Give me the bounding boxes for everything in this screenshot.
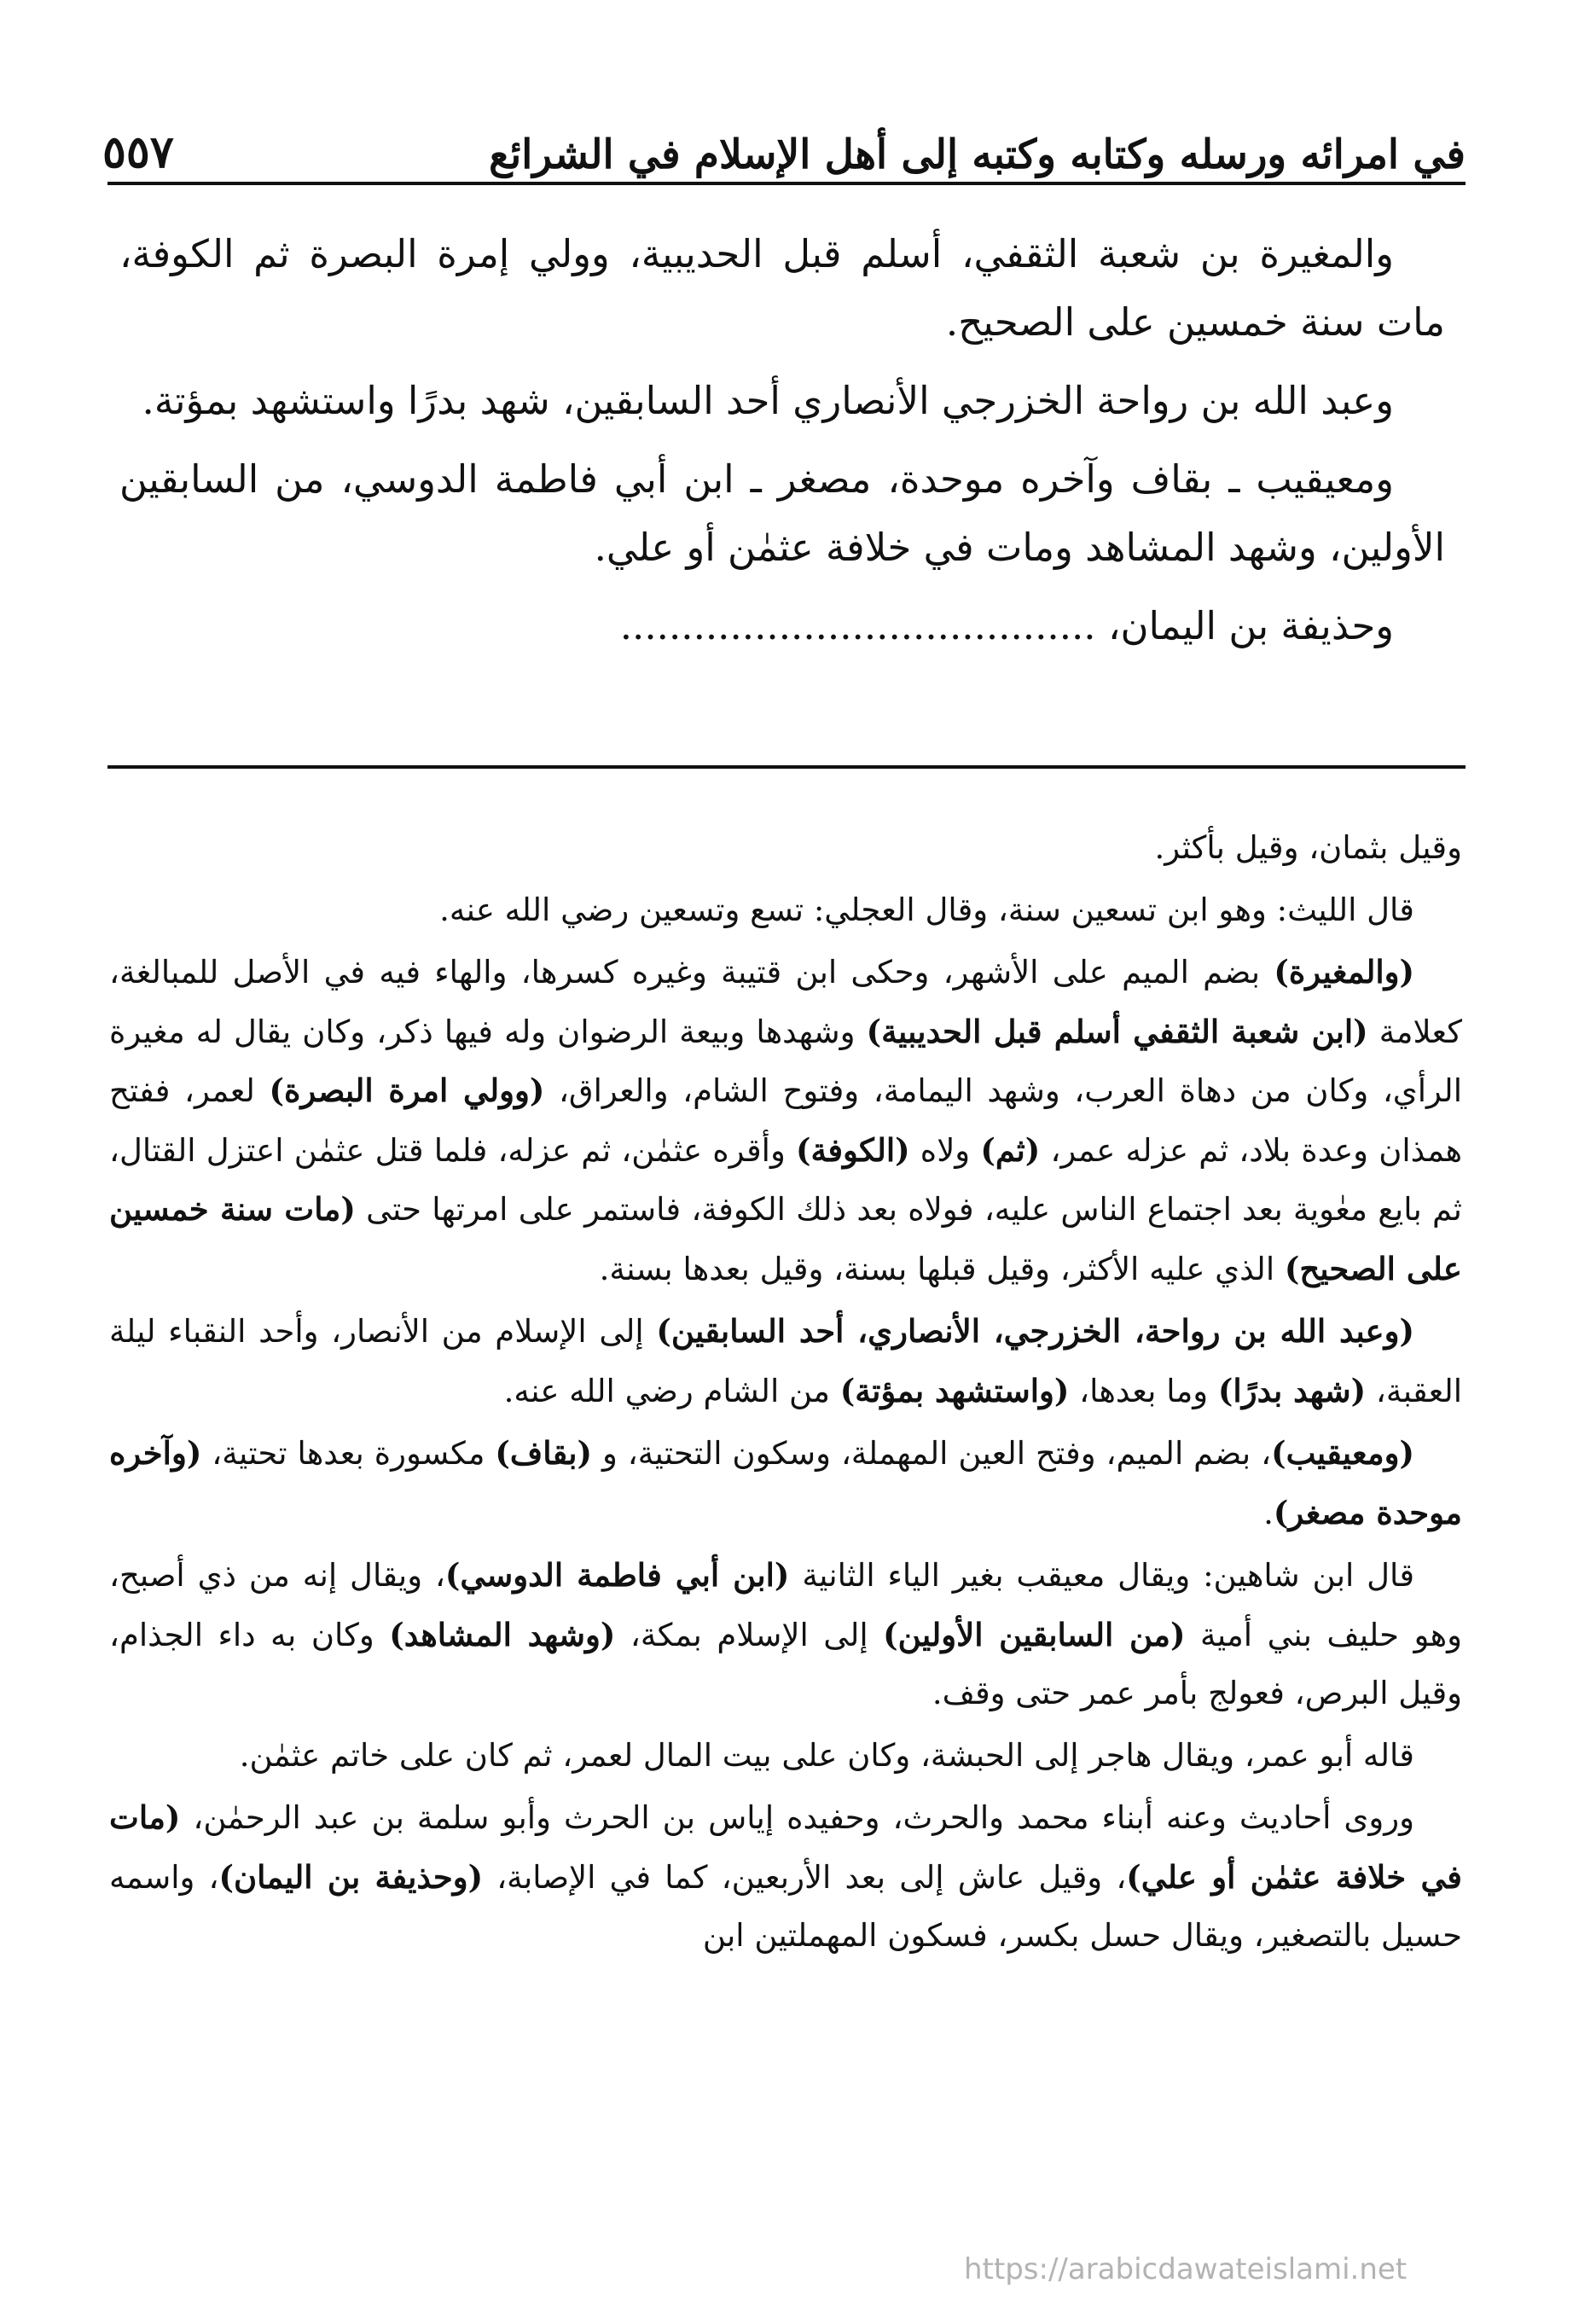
quoted-phrase: (مات في خلافة عثمٰن أو علي) [109, 1798, 1462, 1896]
quoted-phrase: (شهد بدرًا) [1217, 1371, 1367, 1409]
quoted-phrase: (وعبد الله بن رواحة، الخزرجي، الأنصاري، أحد السابقين) [656, 1312, 1414, 1350]
commentary-fragment: ، بضم الميم، وفتح العين المهملة، وسكون التحتية، و [592, 1435, 1272, 1472]
quoted-phrase: (من السابقين الأولين) [883, 1615, 1186, 1653]
commentary-separator [107, 765, 1466, 769]
commentary-fragment: إلى الإسلام بمكة، [615, 1616, 884, 1653]
commentary-fragment: ، واسمه حسيل بالتصغير، ويقال حسل بكسر، فسكون المهملتين ابن [109, 1858, 1462, 1954]
commentary-fragment: لعمر، ففتح همذان وعدة بلاد، ثم عزله عمر، [109, 1072, 1462, 1169]
main-text-fragment: وحذيفة بن اليمان، [1107, 603, 1394, 648]
page-number: ٥٥٧ [102, 125, 174, 178]
quoted-phrase: (وولي امرة البصرة) [269, 1072, 545, 1109]
commentary-text [109, 819, 1462, 1969]
commentary-fragment: وكان به داء الجذام، وقيل البرص، فعولج بأمر عمر حتى وقف. [109, 1616, 1462, 1711]
running-header [102, 101, 1466, 179]
main-paragraph [119, 592, 1445, 660]
quoted-phrase: (والمغيرة) [1274, 953, 1414, 991]
quoted-phrase: (بقاف) [495, 1434, 593, 1472]
quoted-phrase: (وحذيفة بن اليمان) [218, 1857, 484, 1896]
commentary-fragment: وشهدها وبيعة الرضوان وله فيها ذكر، وكان يقال له مغيرة الرأي، وكان من دهاة العرب، وشهد اليمامة، وفتوح الشام، والعراق، [109, 1013, 1462, 1109]
quoted-phrase: (مات سنة خمسين على الصحيح) [109, 1190, 1462, 1287]
quoted-phrase: (الكوفة) [796, 1130, 910, 1169]
quoted-phrase: (واستشهد بمؤتة) [839, 1371, 1070, 1409]
commentary-fragment: الذي عليه الأكثر، وقيل قبلها بسنة، وقيل بعدها بسنة. [599, 1250, 1285, 1287]
quoted-phrase: (ومعيقيب) [1271, 1434, 1414, 1472]
header-rule [107, 182, 1466, 185]
main-paragraph: ومعيقيب ـ بقاف وآخره موحدة، مصغر ـ ابن أبي فاطمة الدوسي، من السابقين الأولين، وشهد المشاهد ومات في خلافة عثمٰن أو علي. [119, 456, 1445, 570]
commentary-fragment: وأقره عثمٰن، ثم عزله، فلما قتل عثمٰن اعتزل القتال، ثم بايع معٰوية بعد اجتماع الناس عليه، فولاه بعد ذلك الكوفة، فاستمر على امرتها حتى [109, 1131, 1462, 1228]
quoted-phrase: (وآخره موحدة مصغر) [109, 1434, 1462, 1531]
ellipsis-dots: ....................................... [619, 603, 1096, 648]
commentary-fragment: من الشام رضي الله عنه. [503, 1372, 840, 1409]
commentary-paragraph [109, 943, 1462, 1299]
commentary-fragment: بضم الميم على الأشهر، وحكى ابن قتيبة وغيره كسرها، والهاء فيه في الأصل للمبالغة، كعلامة [109, 954, 1462, 1050]
quoted-phrase: (ابن شعبة الثقفي أسلم قبل الحديبية) [866, 1012, 1368, 1050]
commentary-paragraph: قاله أبو عمر، ويقال هاجر إلى الحبشة، وكان على بيت المال لعمر، ثم كان على خاتم عثمٰن. [239, 1736, 1414, 1774]
commentary-fragment: إلى الإسلام من الأنصار، وأحد النقباء ليلة العقبة، [109, 1313, 1462, 1409]
watermark-url: https://arabicdawateislami.net [964, 2252, 1408, 2286]
commentary-paragraph [109, 1546, 1462, 1723]
quoted-phrase: (وشهد المشاهد) [389, 1615, 616, 1653]
commentary-fragment: ولاه [909, 1131, 981, 1169]
commentary-fragment: وما بعدها، [1069, 1372, 1218, 1409]
quoted-phrase: (ابن أبي فاطمة الدوسي) [444, 1556, 790, 1594]
quoted-phrase: (ثم) [980, 1130, 1041, 1169]
main-paragraph: وعبد الله بن رواحة الخزرجي الأنصاري أحد السابقين، شهد بدرًا واستشهد بمؤتة. [142, 378, 1394, 423]
commentary-fragment: وروى أحاديث وعنه أبناء محمد والحرث، وحفيده إياس بن الحرث وأبو سلمة بن عبد الرحمٰن، [180, 1799, 1414, 1836]
commentary-fragment: مكسورة بعدها تحتية، [201, 1435, 496, 1472]
running-title: في امرائه ورسله وكتابه وكتبه إلى أهل الإسلام في الشرائع [489, 131, 1466, 178]
commentary-paragraph [109, 1424, 1462, 1543]
commentary-fragment: ، ويقال إنه من ذي أصبح، وهو حليف بني أمية [109, 1557, 1463, 1653]
commentary-fragment: ، وقيل عاش إلى بعد الأربعين، كما في الإصابة، [483, 1858, 1127, 1896]
commentary-fragment: قال ابن شاهين: ويقال معيقب بغير الياء الثانية [789, 1557, 1415, 1594]
commentary-paragraph [109, 1302, 1462, 1421]
main-text [119, 220, 1445, 671]
commentary-fragment: . [1263, 1494, 1274, 1531]
commentary-paragraph: قال الليث: وهو ابن تسعين سنة، وقال العجلي: تسع وتسعين رضي الله عنه. [439, 891, 1414, 928]
main-paragraph: والمغيرة بن شعبة الثقفي، أسلم قبل الحديبية، وولي إمرة البصرة ثم الكوفة، مات سنة خمسين على الصحيح. [119, 231, 1445, 345]
commentary-paragraph: وقيل بثمان، وقيل بأكثر. [1154, 829, 1462, 866]
commentary-paragraph [109, 1788, 1462, 1966]
